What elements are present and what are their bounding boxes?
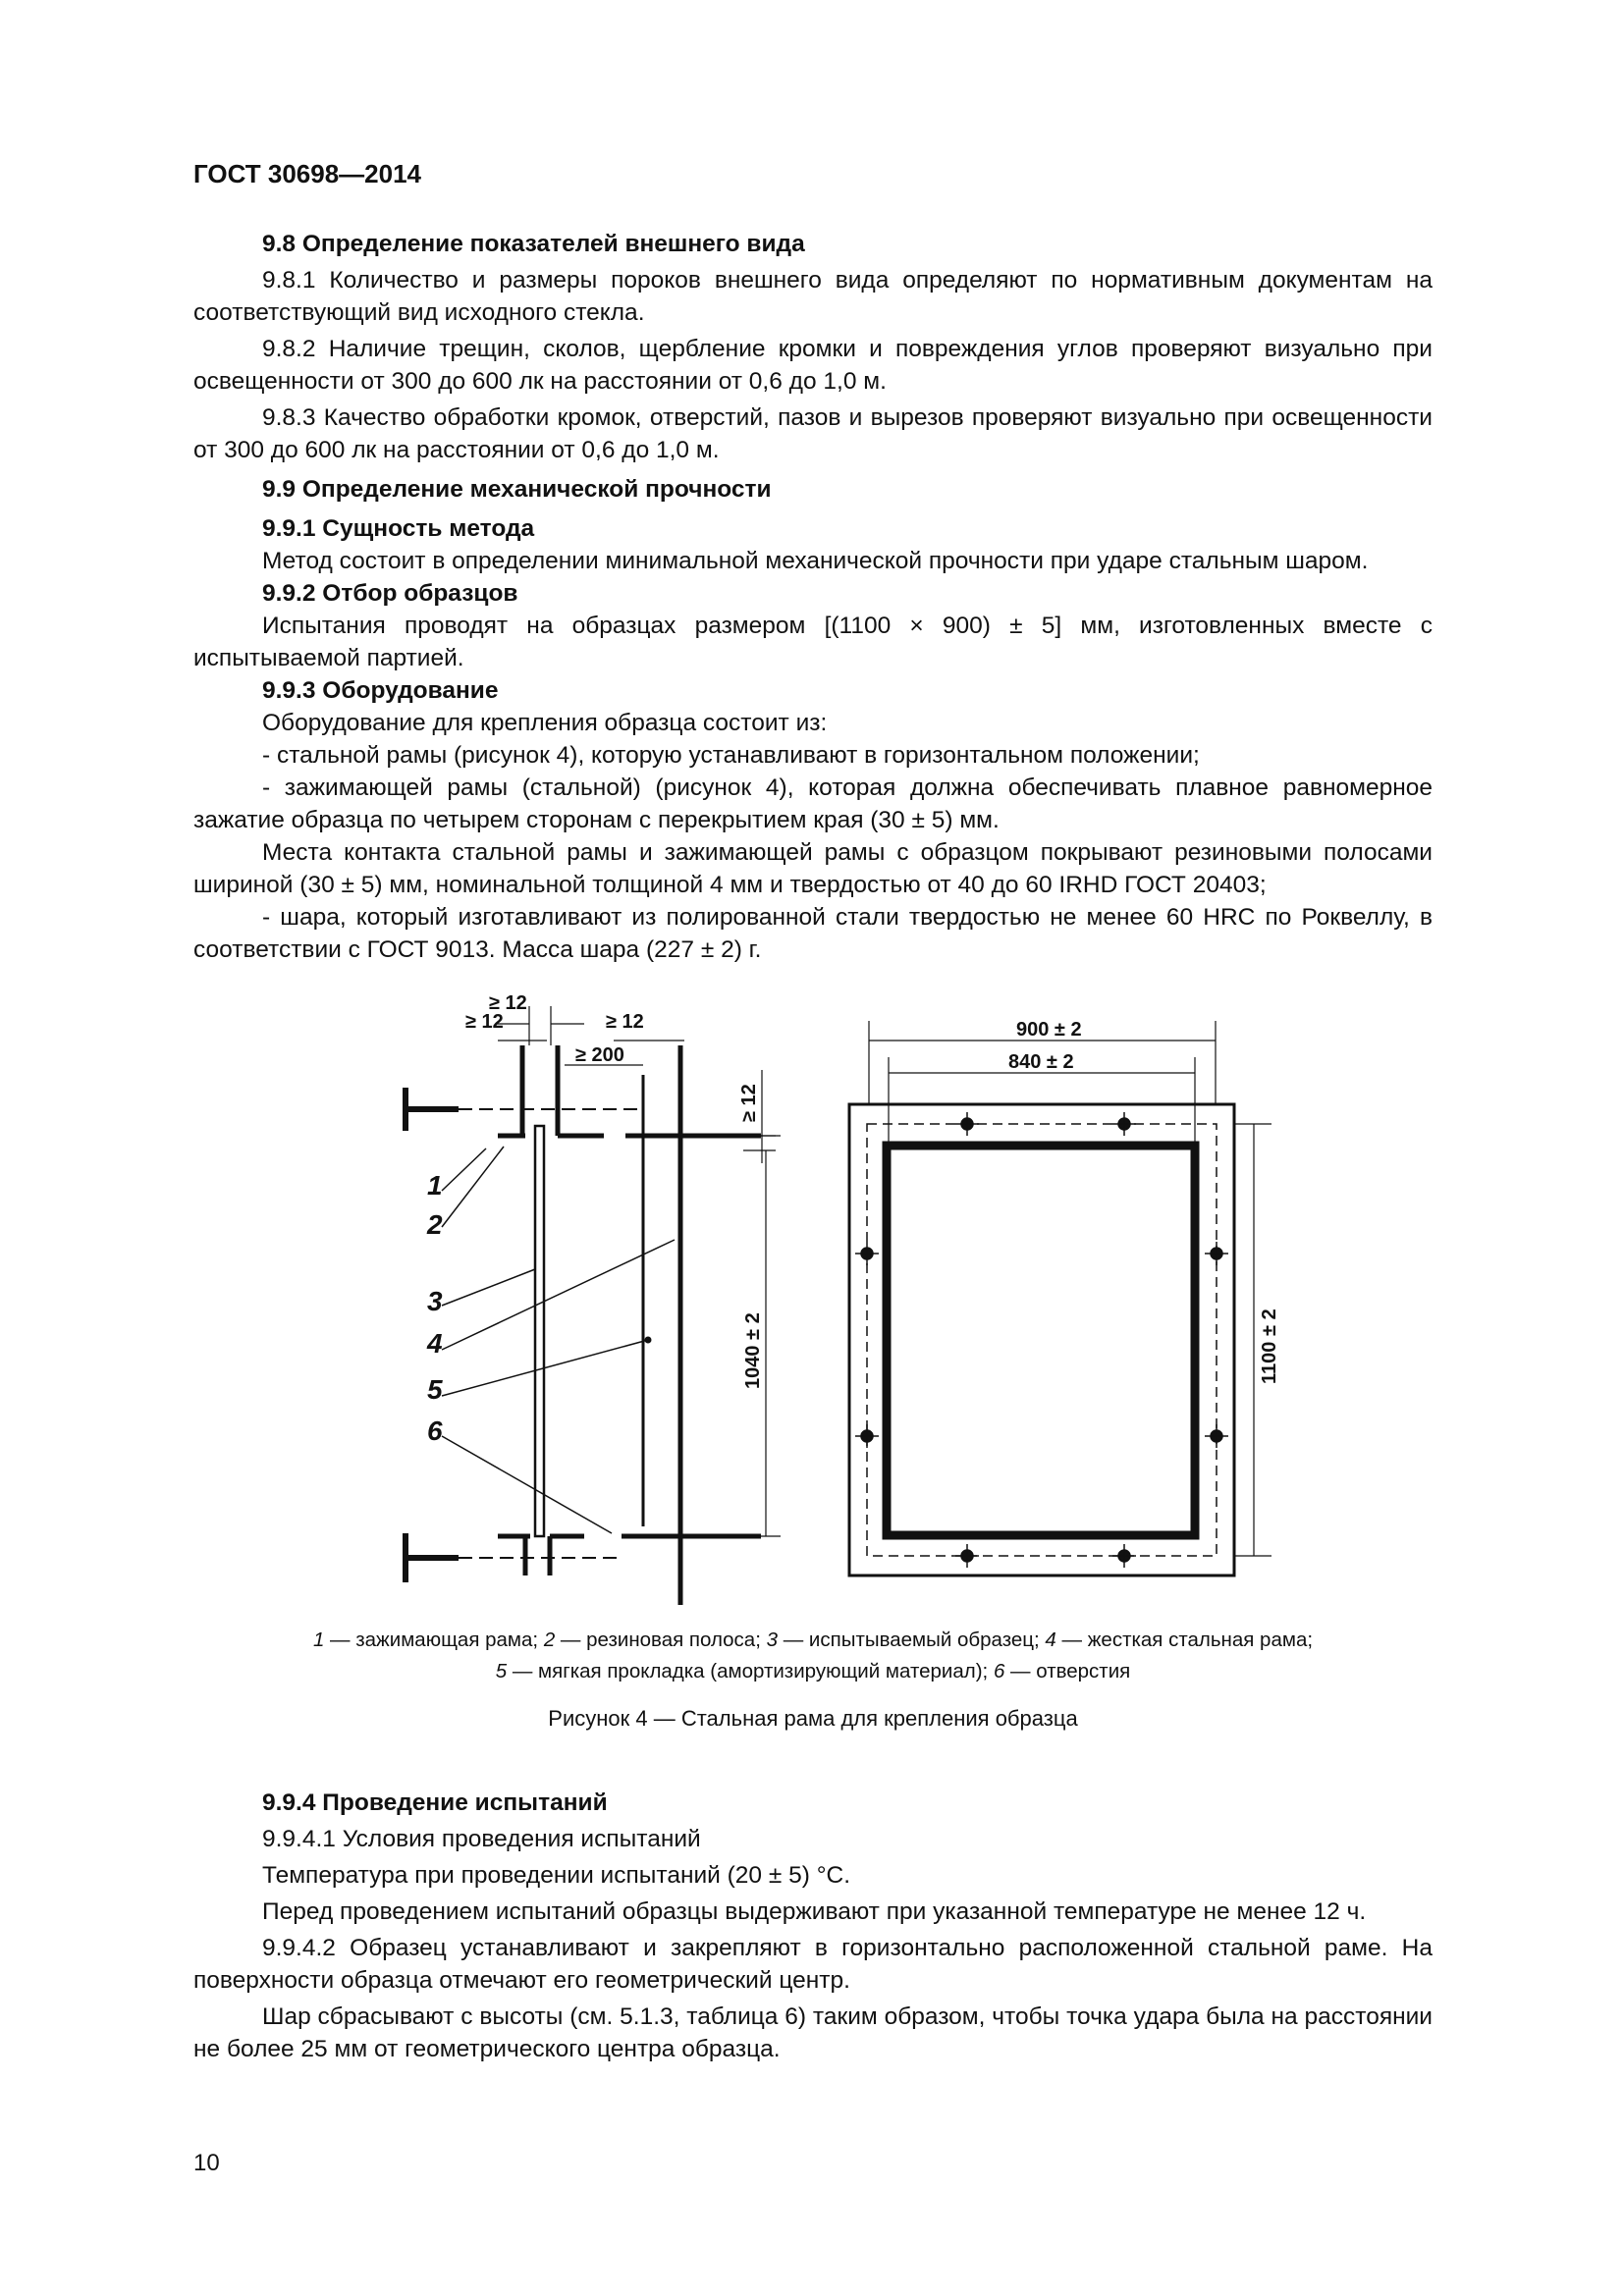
legend-entry: 4 — жесткая стальная рама;	[1045, 1629, 1314, 1651]
dim-min-12-left: ≥ 12	[465, 1011, 504, 1033]
dim-840: 840 ± 2	[1008, 1051, 1074, 1073]
main-text-top	[193, 228, 1433, 966]
dim-min-12-vertical: ≥ 12	[738, 1084, 760, 1122]
document-header: ГОСТ 30698—2014	[193, 159, 421, 188]
component-labels	[426, 1170, 443, 1446]
dim-1040: 1040 ± 2	[742, 1312, 764, 1389]
page-number: 10	[193, 2150, 220, 2176]
dim-min-200: ≥ 200	[575, 1044, 624, 1066]
figure-4-drawing	[388, 967, 1280, 1615]
section-9-9-3-title: 9.9.3 Оборудование	[262, 677, 499, 704]
section-9-9-4-title: 9.9.4 Проведение испытаний	[262, 1789, 608, 1816]
paragraph-9-9-2: Испытания проводят на образцах размером [(1100 × 900) ± 5] мм, изготовленных вместе с испытываемой партией.	[193, 613, 1433, 671]
list-item-steel-frame: - стальной рамы (рисунок 4), которую устанавливают в горизонтальном положении;	[262, 742, 1200, 769]
legend-entry: 5 — мягкая прокладка (амортизирующий материал);	[495, 1660, 994, 1682]
label-2: 2	[427, 1209, 443, 1240]
dim-1100: 1100 ± 2	[1259, 1308, 1280, 1384]
section-9-9-title: 9.9 Определение механической прочности	[262, 476, 772, 503]
legend-line-1	[193, 1625, 1433, 1656]
main-text-bottom	[193, 1787, 1433, 2065]
paragraph-rubber-strips: Места контакта стальной рамы и зажимающей рамы с образцом покрывают резиновыми полосами шириной (30 ± 5) мм, номинальной толщиной 4 мм и твердостью от 40 до 60 IRHD ГОСТ 20403;	[193, 839, 1433, 898]
paragraph-temperature: Температура при проведении испытаний (20 ± 5) °С.	[262, 1862, 851, 1889]
legend-entry: 2 — резиновая полоса;	[543, 1629, 767, 1651]
cross-section-drawing	[406, 1006, 781, 1605]
dimension-labels-right	[1008, 1019, 1280, 1384]
paragraph-9-9-3-intro: Оборудование для крепления образца состоит из:	[262, 710, 828, 736]
section-9-9-1-title: 9.9.1 Сущность метода	[262, 515, 535, 542]
dim-min-12-mid: ≥ 12	[606, 1011, 644, 1033]
list-item-steel-ball: - шара, который изготавливают из полированной стали твердостью не менее 60 HRC по Роквеллу, в соответствии с ГОСТ 9013. Масса шара (227 ± 2) г.	[193, 904, 1433, 963]
paragraph-9-8-2: 9.8.2 Наличие трещин, сколов, щербление кромки и повреждения углов проверяют визуально при освещенности от 300 до 600 лк на расстоянии от 0,6 до 1,0 м.	[193, 336, 1433, 395]
section-9-8-title: 9.8 Определение показателей внешнего вида	[262, 231, 805, 257]
mounting-holes	[855, 1112, 1228, 1568]
plan-view-drawing	[849, 1021, 1271, 1575]
label-1: 1	[427, 1170, 443, 1201]
label-6: 6	[427, 1415, 443, 1446]
label-5: 5	[427, 1374, 443, 1405]
label-3: 3	[427, 1286, 443, 1316]
figure-legend	[193, 1625, 1433, 1687]
legend-entry: 3 — испытываемый образец;	[766, 1629, 1046, 1651]
paragraph-9-9-4-1: 9.9.4.1 Условия проведения испытаний	[262, 1826, 701, 1852]
paragraph-9-9-4-2: 9.9.4.2 Образец устанавливают и закрепляют в горизонтально расположенной стальной раме. На поверхности образца отмечают его геометрический центр.	[193, 1935, 1433, 1994]
figure-caption: Рисунок 4 — Стальная рама для крепления образца	[548, 1706, 1078, 1731]
dimension-labels-left	[465, 992, 764, 1389]
paragraph-conditioning: Перед проведением испытаний образцы выдерживают при указанной температуре не менее 12 ч.	[262, 1898, 1367, 1925]
dim-min-12-top: ≥ 12	[489, 992, 527, 1014]
legend-entry: 6 — отверстия	[993, 1660, 1131, 1682]
list-item-clamp-frame: - зажимающей рамы (стальной) (рисунок 4), которая должна обеспечивать плавное равномерное зажатие образца по четырем сторонам с перекрытием края (30 ± 5) мм.	[193, 774, 1433, 833]
dim-900: 900 ± 2	[1016, 1019, 1082, 1041]
legend-entry: 1 — зажимающая рама;	[312, 1629, 544, 1651]
section-9-9-2-title: 9.9.2 Отбор образцов	[262, 580, 518, 607]
figure-4	[388, 967, 1280, 1615]
paragraph-9-8-1: 9.8.1 Количество и размеры пороков внешнего вида определяют по нормативным документам на соответствующий вид исходного стекла.	[193, 267, 1433, 326]
paragraph-9-9-1: Метод состоит в определении минимальной механической прочности при ударе стальным шаром.	[262, 548, 1369, 574]
legend-line-2	[193, 1656, 1433, 1687]
paragraph-ball-drop: Шар сбрасывают с высоты (см. 5.1.3, таблица 6) таким образом, чтобы точка удара была на расстоянии не более 25 мм от геометрического центра образца.	[193, 2003, 1433, 2062]
label-4: 4	[427, 1328, 443, 1359]
paragraph-9-8-3: 9.8.3 Качество обработки кромок, отверстий, пазов и вырезов проверяют визуально при освещенности от 300 до 600 лк на расстоянии от 0,6 до 1,0 м.	[193, 404, 1433, 463]
